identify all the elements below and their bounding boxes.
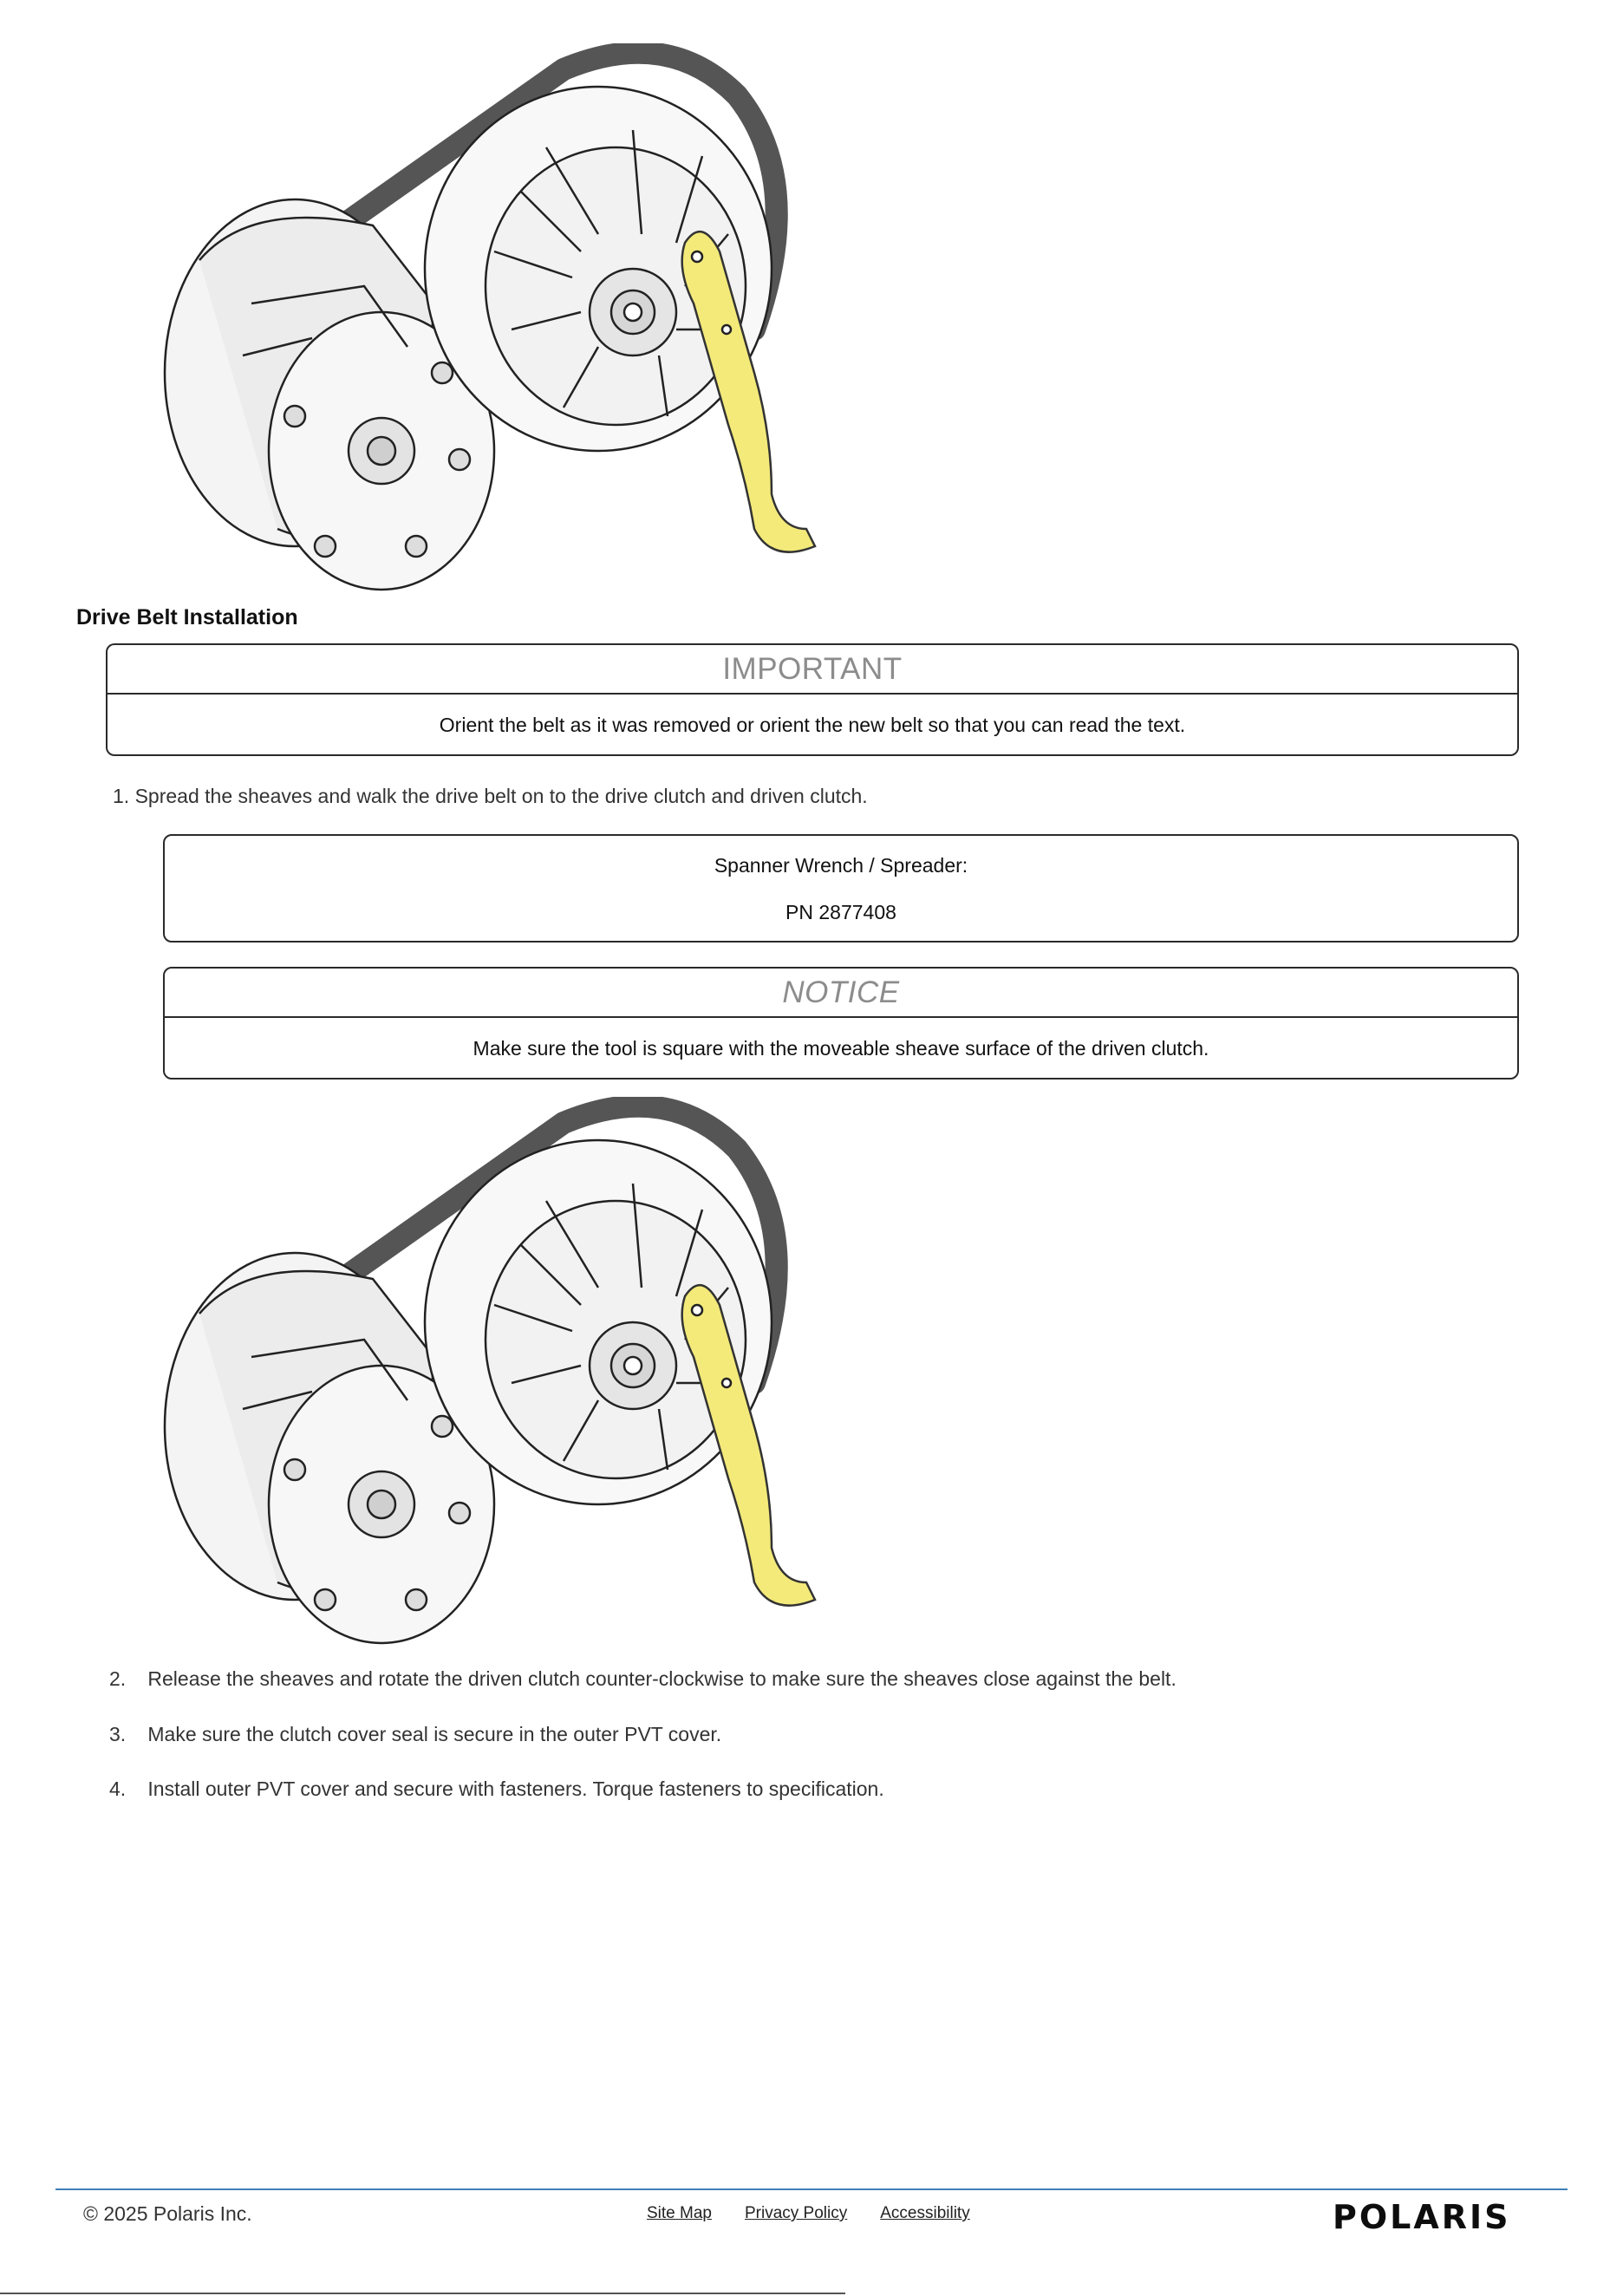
clutch-drawing [147, 1097, 841, 1652]
footer-divider [55, 2188, 1568, 2190]
section-title: Drive Belt Installation [76, 605, 298, 629]
clutch-drawing [147, 43, 841, 598]
footer-copyright: © 2025 Polaris Inc. [83, 2202, 252, 2225]
important-callout [106, 643, 1519, 756]
step-text: Release the sheaves and rotate the driven clutch counter-clockwise to make sure the sheaves close against the belt. [147, 1667, 1177, 1690]
privacy-policy-link[interactable]: Privacy Policy [744, 2204, 848, 2222]
clutch-illustration-1 [147, 43, 841, 598]
important-heading: IMPORTANT [108, 645, 1517, 695]
site-map-link[interactable]: Site Map [647, 2204, 712, 2222]
step-text: Spread the sheaves and walk the drive belt on to the drive clutch and driven clutch. [134, 785, 868, 807]
tool-name: Spanner Wrench / Spreader: [714, 853, 968, 877]
step-text: Make sure the clutch cover seal is secure in the outer PVT cover. [147, 1723, 722, 1745]
step-number: 3. [109, 1723, 127, 1745]
step-item [109, 1777, 884, 1801]
tool-part-number: PN 2877408 [785, 900, 896, 923]
notice-text: Make sure the tool is square with the moveable sheave surface of the driven clutch. [473, 1037, 1209, 1060]
step-number: 2. [109, 1667, 127, 1690]
clutch-illustration-2 [147, 1097, 841, 1652]
step-item [109, 1667, 1177, 1691]
notice-heading: NOTICE [165, 969, 1517, 1018]
polaris-logo: POLARIS [1333, 2198, 1511, 2236]
step-text: Install outer PVT cover and secure with fasteners. Torque fasteners to specification. [147, 1777, 884, 1800]
page-bottom-rule [0, 2293, 845, 2294]
tool-callout [163, 834, 1519, 943]
step-number: 4. [109, 1777, 127, 1800]
step-number: 1. [113, 785, 130, 807]
footer-links [647, 2204, 970, 2223]
step-item [113, 785, 868, 808]
accessibility-link[interactable]: Accessibility [880, 2204, 970, 2222]
step-item [109, 1723, 721, 1746]
notice-callout [163, 967, 1519, 1080]
important-text: Orient the belt as it was removed or orient the new belt so that you can read the text. [439, 714, 1186, 736]
